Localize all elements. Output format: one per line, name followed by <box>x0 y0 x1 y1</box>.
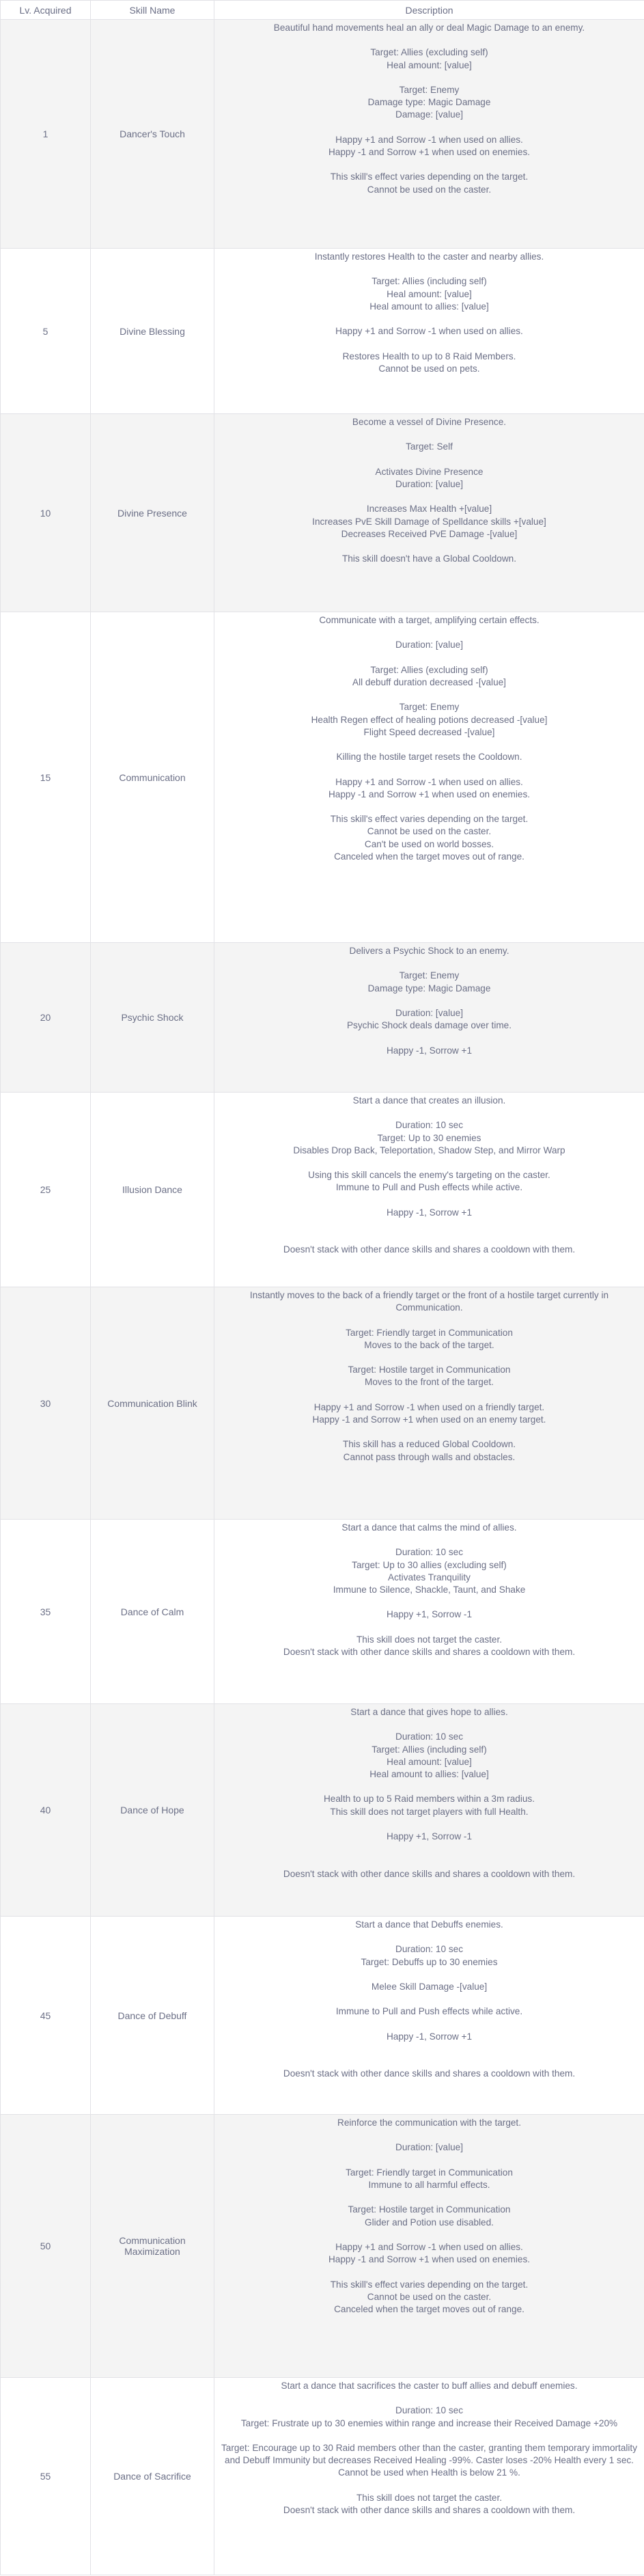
skill-row <box>1 20 644 249</box>
description-line: Cannot be used on the caster. <box>367 826 492 837</box>
description-spacer <box>219 2229 640 2241</box>
description-spacer <box>219 122 640 134</box>
description-spacer <box>219 652 640 664</box>
skill-name: Divine Presence <box>91 414 214 612</box>
description-spacer <box>219 1389 640 1401</box>
skill-row <box>1 2115 644 2378</box>
skill-description <box>214 1704 644 1917</box>
skill-description <box>214 20 644 249</box>
description-line: Target: Self <box>406 441 453 452</box>
description-line: Heal amount: [value] <box>387 288 472 299</box>
description-line: Target: Allies (including self) <box>372 1744 487 1755</box>
description-spacer <box>219 1781 640 1793</box>
skills-table-body <box>1 20 644 2575</box>
skill-level: 25 <box>1 1093 91 1287</box>
description-line: Heal amount to allies: [value] <box>369 301 489 312</box>
skill-row <box>1 1704 644 1917</box>
skill-name: Dancer's Touch <box>91 20 214 249</box>
description-line: Target: Allies (including self) <box>372 276 487 287</box>
skill-level: 55 <box>1 2378 91 2575</box>
description-line: Happy +1 and Sorrow -1 when used on allies. <box>335 134 523 145</box>
description-spacer <box>219 1855 640 1867</box>
header-level: Lv. Acquired <box>1 1 91 20</box>
description-spacer <box>219 995 640 1007</box>
description-spacer <box>219 263 640 275</box>
description-spacer <box>219 1993 640 2005</box>
description-spacer <box>219 2266 640 2278</box>
description-spacer <box>219 1843 640 1855</box>
description-spacer <box>219 801 640 813</box>
description-spacer <box>219 2043 640 2055</box>
description-line: Target: Friendly target in Communication <box>346 2167 513 2178</box>
description-spacer <box>219 1032 640 1044</box>
skill-level: 45 <box>1 1917 91 2115</box>
description-spacer <box>219 338 640 350</box>
skill-level: 50 <box>1 2115 91 2378</box>
description-line: Immune to Pull and Push effects while active. <box>335 1182 523 1193</box>
description-spacer <box>219 454 640 466</box>
description-spacer <box>219 1621 640 1634</box>
description-line: All debuff duration decreased -[value] <box>352 676 506 687</box>
description-spacer <box>219 1931 640 1943</box>
description-line: Doesn't stack with other dance skills and shares a cooldown with them. <box>283 1646 576 1657</box>
description-line: Duration: 10 sec <box>395 1547 463 1558</box>
description-line: Duration: 10 sec <box>395 1120 463 1131</box>
description-line: Happy +1 and Sorrow -1 when used on allies. <box>335 776 523 787</box>
description-spacer <box>219 2055 640 2068</box>
description-line: Immune to Pull and Push effects while active. <box>335 2006 523 2017</box>
description-line: Reinforce the communication with the target. <box>337 2118 521 2128</box>
skill-level: 1 <box>1 20 91 249</box>
description-line: Happy -1 and Sorrow +1 when used on enemies. <box>328 2254 531 2265</box>
description-line: Start a dance that gives hope to allies. <box>350 1707 508 1717</box>
description-spacer <box>219 1194 640 1207</box>
description-line: Become a vessel of Divine Presence. <box>352 417 507 427</box>
description-line: Health Regen effect of healing potions decreased -[value] <box>311 714 548 725</box>
description-line: Doesn't stack with other dance skills and shares a cooldown with them. <box>283 1244 576 1255</box>
description-spacer <box>219 1352 640 1364</box>
description-line: Moves to the back of the target. <box>364 1339 494 1350</box>
description-line: Instantly restores Health to the caster and nearby allies. <box>314 251 544 262</box>
description-line: Happy -1, Sorrow +1 <box>386 2031 473 2042</box>
description-spacer <box>219 1314 640 1326</box>
skill-description <box>214 2115 644 2378</box>
description-line: Target: Hostile target in Communication <box>348 1365 511 1375</box>
description-line: Canceled when the target moves out of range. <box>334 2303 524 2314</box>
description-spacer <box>219 689 640 701</box>
description-line: Restores Health to up to 8 Raid Members. <box>342 351 516 361</box>
description-line: Immune to Silence, Shackle, Taunt, and Shake <box>333 1585 526 1595</box>
description-line: Duration: [value] <box>395 640 463 650</box>
description-spacer <box>219 739 640 751</box>
description-line: Happy -1, Sorrow +1 <box>386 1045 473 1056</box>
description-line: Happy -1 and Sorrow +1 when used on an enemy target. <box>312 1414 546 1425</box>
description-spacer <box>219 1969 640 1981</box>
description-line: Increases PvE Skill Damage of Spelldance skills +[value] <box>312 516 546 527</box>
description-spacer <box>219 1596 640 1608</box>
description-spacer <box>219 1157 640 1169</box>
description-spacer <box>219 2480 640 2492</box>
description-line: Cannot be used on the caster. <box>367 2291 492 2302</box>
description-line: This skill doesn't have a Global Cooldown. <box>342 553 516 564</box>
skill-level: 5 <box>1 249 91 414</box>
skill-level: 15 <box>1 612 91 943</box>
description-line: Happy +1 and Sorrow -1 when used on allies. <box>335 2241 523 2252</box>
description-line: Happy +1 and Sorrow -1 when used on a friendly target. <box>313 1401 545 1412</box>
description-line: Heal amount: [value] <box>387 59 472 70</box>
description-spacer <box>219 428 640 441</box>
skill-name: Dance of Debuff <box>91 1917 214 2115</box>
description-line: This skill has a reduced Global Cooldown. <box>342 1439 516 1450</box>
description-line: Target: Debuffs up to 30 enemies <box>361 1956 498 1967</box>
description-line: Duration: 10 sec <box>395 1731 463 1742</box>
skill-description <box>214 249 644 414</box>
description-line: Communicate with a target, amplifying certain effects. <box>319 615 540 625</box>
description-line: Duration: [value] <box>395 1007 463 1018</box>
description-spacer <box>219 1107 640 1119</box>
description-line: Activates Divine Presence <box>375 466 484 477</box>
description-spacer <box>219 2191 640 2204</box>
skill-description <box>214 1093 644 1287</box>
description-line: Damage: [value] <box>395 109 463 120</box>
description-spacer <box>219 491 640 503</box>
description-line: Can't be used on world bosses. <box>364 838 494 849</box>
skill-name: Dance of Sacrifice <box>91 2378 214 2575</box>
description-line: Activates Tranquility <box>388 1572 471 1582</box>
description-line: Flight Speed decreased -[value] <box>363 726 495 737</box>
skill-name: Psychic Shock <box>91 943 214 1093</box>
description-line: This skill does not target players with full Health. <box>330 1806 529 1817</box>
description-line: Target: Encourage up to 30 Raid members other than the caster, granting them temporary immortality and Debuff Immunity but decreases Received Healing -99%. Caster loses -20% Health every 1 sec. Cannot be used when Health is below 21 %. <box>221 2442 637 2478</box>
description-spacer <box>219 159 640 171</box>
description-line: Heal amount to allies: [value] <box>369 1769 489 1779</box>
description-line: Damage type: Magic Damage <box>367 97 491 108</box>
skill-row <box>1 1917 644 2115</box>
skill-row <box>1 612 644 943</box>
description-line: Disables Drop Back, Teleportation, Shadow Step, and Mirror Warp <box>293 1145 565 1155</box>
description-line: Cannot be used on pets. <box>378 363 480 374</box>
description-line: Start a dance that sacrifices the caster to buff allies and debuff enemies. <box>281 2381 578 2391</box>
description-line: Immune to all harmful effects. <box>368 2179 490 2190</box>
description-spacer <box>219 540 640 553</box>
description-line: Melee Skill Damage -[value] <box>371 1981 488 1992</box>
description-spacer <box>219 1231 640 1244</box>
description-line: Glider and Potion use disabled. <box>365 2217 494 2228</box>
skill-level: 35 <box>1 1520 91 1704</box>
header-description: Description <box>214 1 644 20</box>
description-line: Duration: 10 sec <box>395 2405 463 2416</box>
description-line: This skill's effect varies depending on the target. <box>330 814 529 825</box>
description-line: Increases Max Health +[value] <box>366 504 492 515</box>
description-line: Happy +1 and Sorrow -1 when used on allies. <box>335 326 523 337</box>
skill-description <box>214 414 644 612</box>
skill-description <box>214 1520 644 1704</box>
description-spacer <box>219 627 640 639</box>
description-line: Target: Enemy <box>399 970 460 981</box>
skill-name: Divine Blessing <box>91 249 214 414</box>
skill-level: 40 <box>1 1704 91 1917</box>
description-line: Heal amount: [value] <box>387 1756 472 1767</box>
description-line: Moves to the front of the target. <box>365 1377 494 1388</box>
description-spacer <box>219 763 640 776</box>
skill-name: Dance of Calm <box>91 1520 214 1704</box>
description-spacer <box>219 957 640 970</box>
description-line: Duration: 10 sec <box>395 1944 463 1955</box>
description-spacer <box>219 2154 640 2167</box>
description-line: Duration: [value] <box>395 2142 463 2153</box>
description-line: This skill does not target the caster. <box>356 2492 503 2503</box>
description-line: Doesn't stack with other dance skills and shares a cooldown with them. <box>283 1868 576 1879</box>
description-spacer <box>219 313 640 325</box>
header-row <box>1 1 644 20</box>
description-spacer <box>219 2392 640 2404</box>
skill-row <box>1 2378 644 2575</box>
description-line: Psychic Shock deals damage over time. <box>346 1020 512 1031</box>
description-line: Doesn't stack with other dance skills and shares a cooldown with them. <box>283 2068 576 2079</box>
description-line: Happy -1 and Sorrow +1 when used on enemies. <box>328 789 531 799</box>
description-line: Cannot be used on the caster. <box>367 184 492 195</box>
description-spacer <box>219 34 640 46</box>
description-line: Target: Up to 30 enemies <box>377 1132 481 1143</box>
skill-level: 10 <box>1 414 91 612</box>
skill-name: Dance of Hope <box>91 1704 214 1917</box>
description-spacer <box>219 2129 640 2141</box>
skill-name: Communication Maximization <box>91 2115 214 2378</box>
description-line: Doesn't stack with other dance skills and shares a cooldown with them. <box>283 2504 576 2515</box>
description-spacer <box>219 1426 640 1438</box>
description-line: Target: Friendly target in Communication <box>346 1327 513 1338</box>
skill-description <box>214 612 644 943</box>
description-line: Happy -1 and Sorrow +1 when used on enemies. <box>328 146 531 157</box>
description-line: This skill does not target the caster. <box>356 1634 503 1645</box>
description-spacer <box>219 1718 640 1731</box>
description-line: Target: Enemy <box>399 84 460 95</box>
description-line: Health to up to 5 Raid members within a 3m radius. <box>323 1794 535 1805</box>
header-skill-name: Skill Name <box>91 1 214 20</box>
description-line: Target: Up to 30 allies (excluding self) <box>352 1559 507 1570</box>
skill-row <box>1 1093 644 1287</box>
description-spacer <box>219 1219 640 1231</box>
skill-description <box>214 1917 644 2115</box>
description-line: Canceled when the target moves out of range. <box>334 851 524 862</box>
description-line: Happy +1, Sorrow -1 <box>386 1609 473 1620</box>
skill-description <box>214 2378 644 2575</box>
description-line: This skill's effect varies depending on the target. <box>330 172 529 182</box>
skill-description <box>214 1287 644 1520</box>
description-line: Instantly moves to the back of a friendly target or the front of a hostile target currently in Communication. <box>249 1290 609 1313</box>
skill-row <box>1 943 644 1093</box>
skill-level: 30 <box>1 1287 91 1520</box>
description-spacer <box>219 2018 640 2031</box>
skill-name: Communication Blink <box>91 1287 214 1520</box>
description-line: Target: Frustrate up to 30 enemies within range and increase their Received Damage +20% <box>240 2417 618 2428</box>
description-line: Cannot pass through walls and obstacles. <box>343 1451 516 1462</box>
description-line: Killing the hostile target resets the Cooldown. <box>336 752 522 763</box>
description-line: Start a dance that calms the mind of allies. <box>341 1522 517 1533</box>
description-line: Target: Hostile target in Communication <box>348 2204 511 2215</box>
description-line: Target: Allies (excluding self) <box>370 664 488 675</box>
description-line: Target: Enemy <box>399 702 460 713</box>
description-line: Happy -1, Sorrow +1 <box>386 1207 473 1218</box>
description-spacer <box>219 1534 640 1546</box>
description-line: Start a dance that creates an illusion. <box>352 1095 506 1106</box>
description-line: Damage type: Magic Damage <box>367 983 491 994</box>
skill-description <box>214 943 644 1093</box>
skill-row <box>1 1520 644 1704</box>
description-line: Target: Allies (excluding self) <box>370 47 488 58</box>
description-line: Using this skill cancels the enemy's targeting on the caster. <box>308 1170 550 1181</box>
skill-row <box>1 414 644 612</box>
skill-row <box>1 1287 644 1520</box>
description-spacer <box>219 1818 640 1831</box>
skill-row <box>1 249 644 414</box>
description-line: Duration: [value] <box>395 478 463 489</box>
description-line: Delivers a Psychic Shock to an enemy. <box>349 946 509 956</box>
description-line: Start a dance that Debuffs enemies. <box>355 1919 503 1930</box>
description-spacer <box>219 2430 640 2442</box>
skill-name: Communication <box>91 612 214 943</box>
description-spacer <box>219 72 640 84</box>
description-line: Happy +1, Sorrow -1 <box>386 1831 473 1841</box>
description-line: Beautiful hand movements heal an ally or deal Magic Damage to an enemy. <box>273 23 585 33</box>
skill-name: Illusion Dance <box>91 1093 214 1287</box>
description-line: Decreases Received PvE Damage -[value] <box>341 528 518 539</box>
skill-level: 20 <box>1 943 91 1093</box>
description-line: This skill's effect varies depending on the target. <box>330 2279 529 2290</box>
